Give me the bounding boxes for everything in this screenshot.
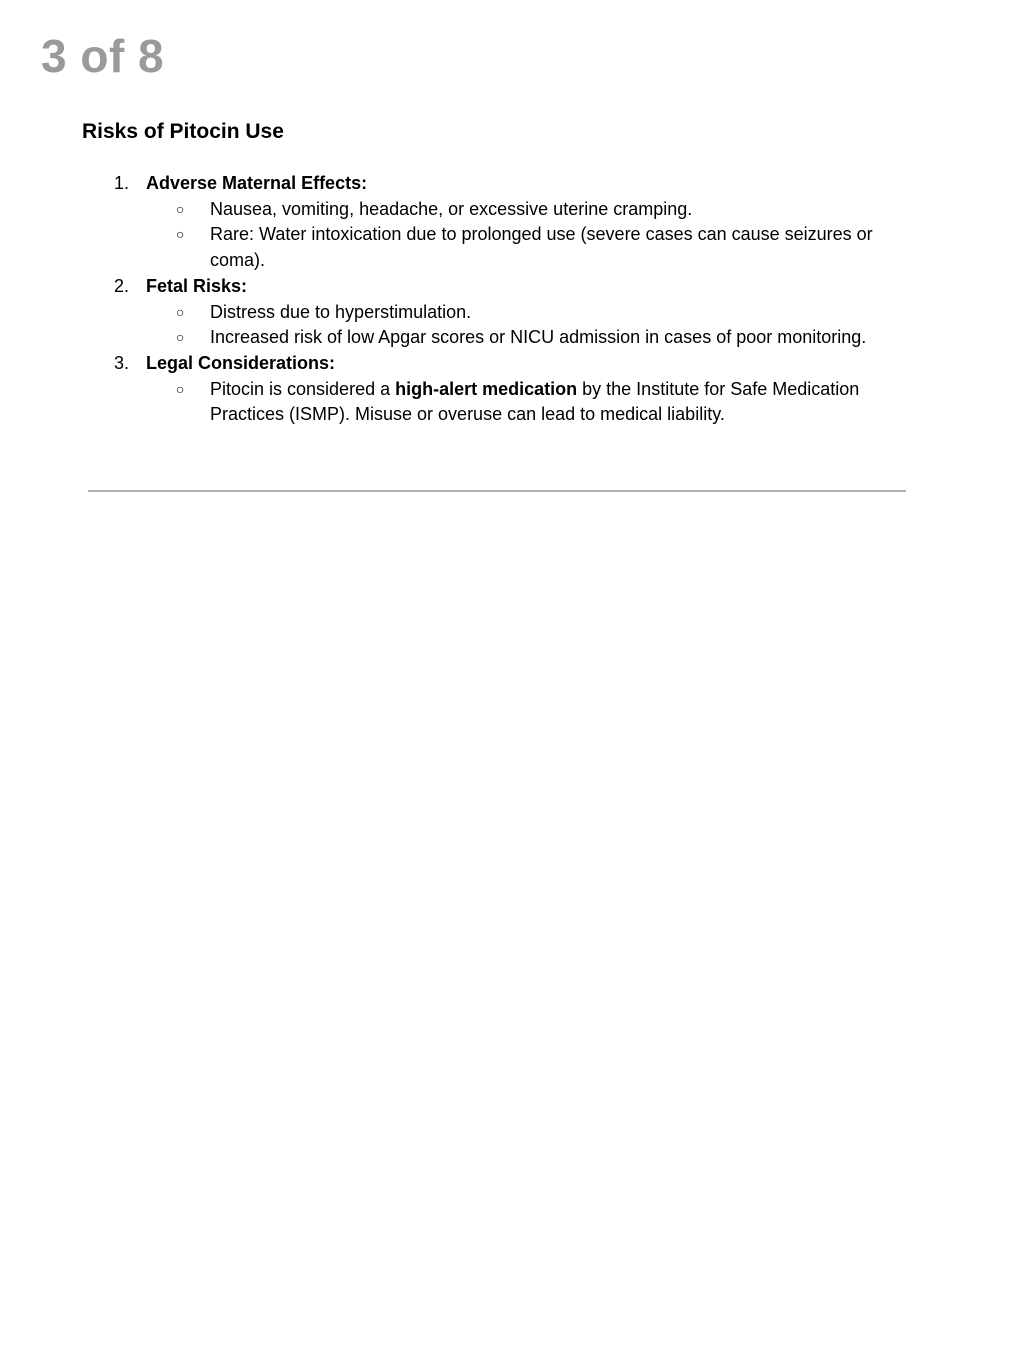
bullet-item [146,325,912,351]
bullet-text: Nausea, vomiting, headache, or excessive uterine cramping. [210,198,693,219]
bullet-circle-icon: ○ [176,303,185,320]
bullet-text: Rare: Water intoxication due to prolonged use (severe cases can cause seizures or coma). [210,224,873,271]
bullet-item [146,222,912,273]
list-number: 2. [114,275,130,296]
page-indicator: 3 of 8 [41,30,165,82]
risk-item [82,274,912,351]
risk-title: Fetal Risks: [146,275,248,296]
bullet-circle-icon: ○ [176,329,185,346]
horizontal-divider [88,490,906,492]
list-number: 1. [114,173,130,193]
bullet-text-pre: Pitocin is considered a [210,378,396,399]
bullet-text: Distress due to hyperstimulation. [210,301,472,322]
risk-title: Legal Considerations: [146,352,336,373]
bullet-item [146,197,912,223]
risk-item [82,351,912,428]
bullet-circle-icon: ○ [176,226,185,243]
bullet-item [146,300,912,326]
bullet-text: Increased risk of low Apgar scores or NICU admission in cases of poor monitoring. [210,327,867,348]
bullet-list [146,197,912,274]
document-content [82,118,912,428]
list-number: 3. [114,352,130,373]
risk-title: Adverse Maternal Effects: [146,173,368,193]
bullet-list [146,377,912,428]
risk-item [82,171,912,274]
risk-list [82,171,912,428]
bullet-item [146,377,912,428]
bullet-text-post: by the Institute for Safe Medication Practices (ISMP). Misuse or overuse can lead to medical liability. [210,378,860,425]
bullet-text-bold: high-alert medication [395,378,578,399]
section-title: Risks of Pitocin Use [82,120,284,143]
bullet-list [146,300,912,351]
bullet-circle-icon: ○ [176,380,185,397]
bullet-circle-icon: ○ [176,200,185,217]
